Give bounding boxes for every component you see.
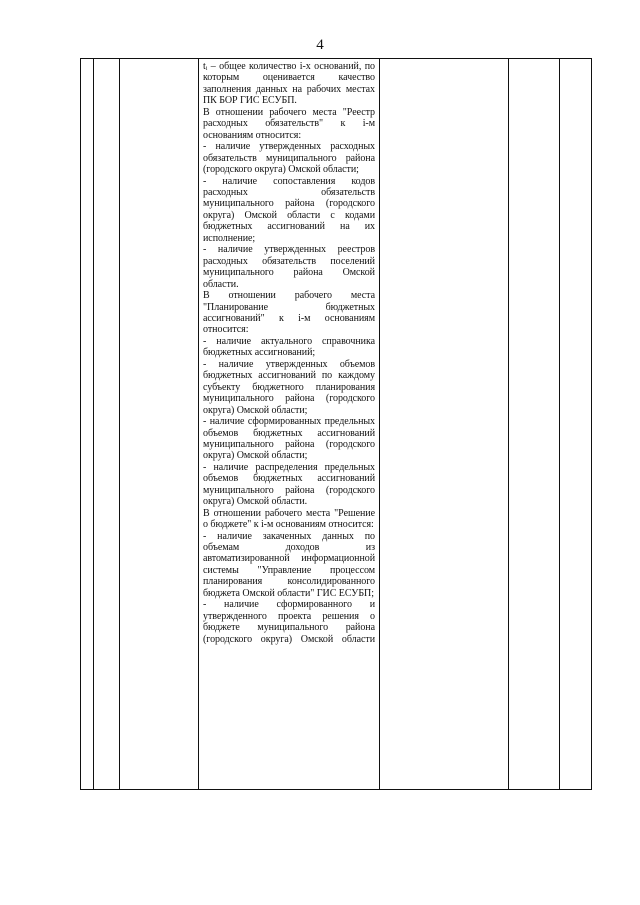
table-cell-description xyxy=(203,61,375,645)
page-number: 4 xyxy=(316,37,324,53)
table-column-divider xyxy=(93,59,94,789)
paragraph: - наличие утвержденных объемов бюджетных ассигнований по каждому субъекту бюджетного планирования муниципального района (городского округа) Омской области; xyxy=(203,358,375,416)
paragraph: - наличие сопоставления кодов расходных обязательств муниципального района (городского округа) Омской области с кодами бюджетных ассигнований на их исполнение; xyxy=(203,175,375,244)
paragraph: - наличие распределения предельных объемов бюджетных ассигнований муниципального района (городского округа) Омской области. xyxy=(203,461,375,508)
paragraph: tᵢ – общее количество i-х оснований, по которым оценивается качество заполнения данных на рабочих местах ПК БОР ГИС ЕСУБП. xyxy=(203,61,375,107)
table-column-divider xyxy=(508,59,509,789)
table-column-divider xyxy=(119,59,120,789)
table-column-divider xyxy=(198,59,199,789)
paragraph: - наличие актуального справочника бюджетных ассигнований; xyxy=(203,335,375,359)
paragraph: В отношении рабочего места "Реестр расходных обязательств" к i-м основаниям относится: xyxy=(203,106,375,141)
table-column-divider xyxy=(559,59,560,789)
paragraph: В отношении рабочего места "Решение о бюджете" к i-м основаниям относится: xyxy=(203,507,375,531)
paragraph: - наличие утвержденных реестров расходных обязательств поселений муниципального района Омской области. xyxy=(203,244,375,290)
table-column-divider xyxy=(379,59,380,789)
paragraph: - наличие сформированного и утвержденного проекта решения о бюджете муниципального района (городского округа) Омской области xyxy=(203,599,375,645)
paragraph: - наличие закаченных данных по объемам доходов из автоматизированной информационной системы "Управление процессом планирования консолидированного бюджета Омской области" ГИС ЕСУБП; xyxy=(203,530,375,599)
document-table xyxy=(80,58,592,790)
paragraph: - наличие утвержденных расходных обязательств муниципального района (городского округа) Омской области; xyxy=(203,141,375,176)
paragraph: - наличие сформированных предельных объемов бюджетных ассигнований муниципального района (городского округа) Омской области; xyxy=(203,416,375,462)
paragraph: В отношении рабочего места "Планирование бюджетных ассигнований" к i-м основаниям относится: xyxy=(203,290,375,336)
